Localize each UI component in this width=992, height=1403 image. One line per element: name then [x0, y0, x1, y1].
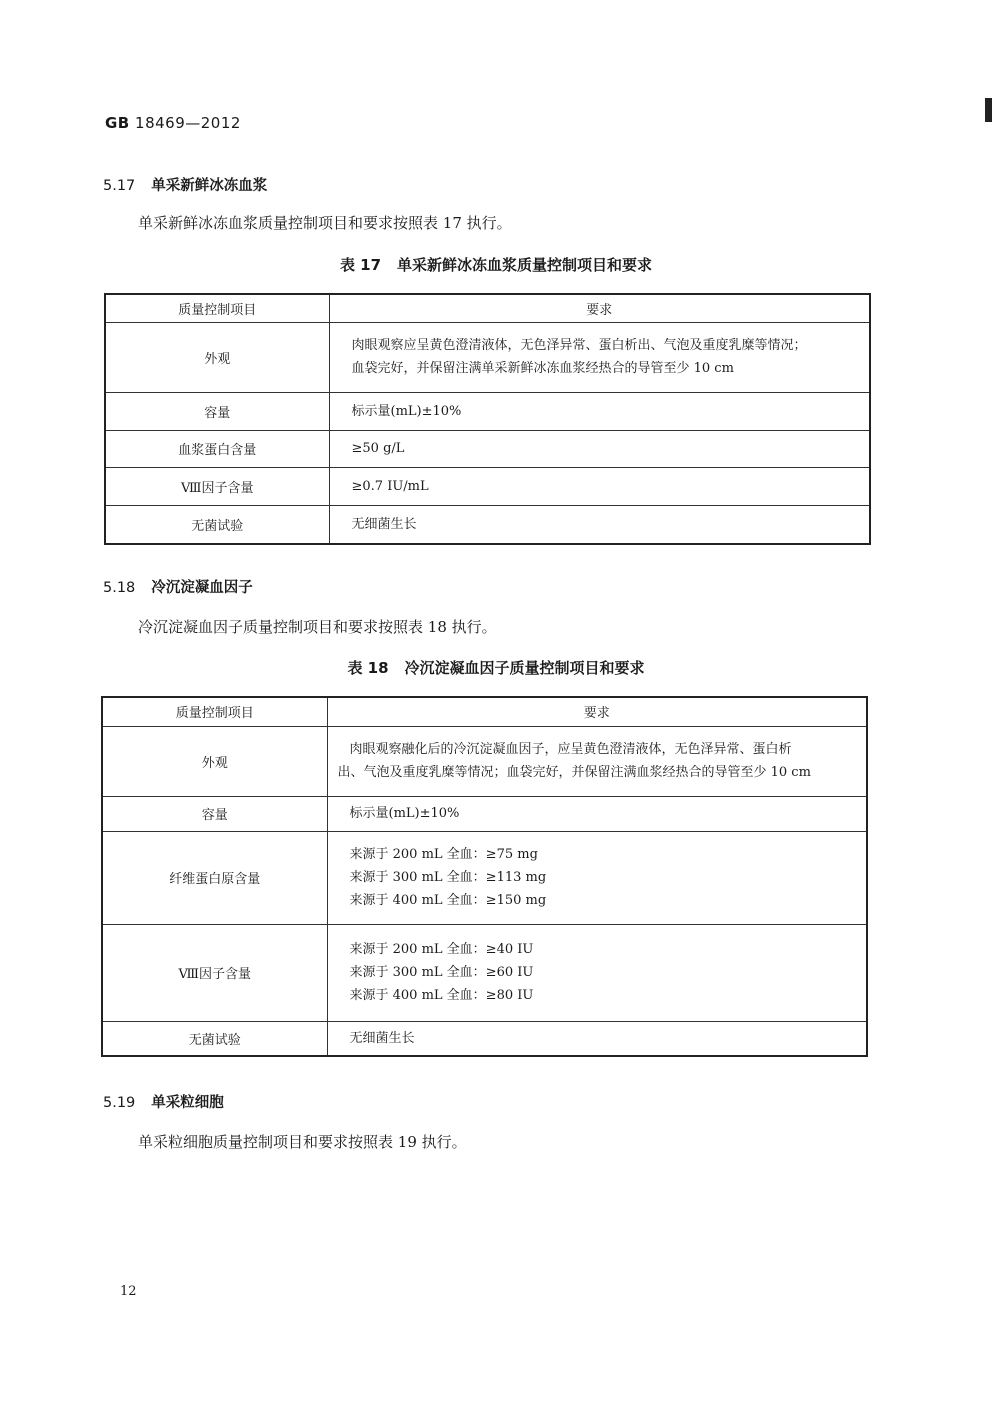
req-line: 出、气泡及重度乳糜等情况；血袋完好，并保留注满血浆经热合的导管至少 10 cm — [337, 765, 811, 780]
table-row — [102, 796, 867, 831]
table-number: 表 17 — [339, 256, 382, 274]
section-intro-5-17: 单采新鲜冰冻血浆质量控制项目和要求按照表 17 执行。 — [138, 214, 512, 232]
req-line: 来源于 300 mL 全血：≥113 mg — [349, 870, 547, 885]
row-item: 容量 — [102, 796, 327, 831]
req-line: 来源于 400 mL 全血：≥80 IU — [349, 988, 534, 1003]
row-requirement — [329, 430, 870, 467]
table-row — [105, 392, 870, 430]
req-line: ≥0.7 IU/mL — [351, 478, 429, 494]
table-header-row — [102, 697, 867, 726]
req-line: 血袋完好，并保留注满单采新鲜冰冻血浆经热合的导管至少 10 cm — [351, 361, 734, 376]
table-17-caption — [0, 254, 992, 275]
table-row — [105, 322, 870, 392]
row-requirement — [329, 467, 870, 505]
row-requirement — [329, 322, 870, 392]
row-requirement — [329, 505, 870, 544]
row-item: 容量 — [105, 392, 329, 430]
standard-identifier — [105, 114, 241, 132]
row-requirement — [327, 796, 867, 831]
req-line: 来源于 400 mL 全血：≥150 mg — [349, 893, 547, 908]
row-requirement — [327, 924, 867, 1021]
req-line: ≥50 g/L — [351, 441, 405, 456]
req-line: 无细菌生长 — [349, 1030, 415, 1046]
row-item: Ⅷ因子含量 — [102, 924, 327, 1021]
row-requirement — [327, 831, 867, 924]
row-item: 无菌试验 — [105, 505, 329, 544]
section-number: 5.19 — [103, 1095, 136, 1111]
row-item: 外观 — [105, 322, 329, 392]
section-heading-5-19 — [103, 1091, 224, 1112]
standard-code: GB — [105, 114, 130, 132]
header-requirement: 要求 — [327, 697, 867, 726]
table-number: 表 18 — [347, 659, 389, 677]
table-17 — [104, 293, 871, 545]
section-title: 冷沉淀凝血因子 — [151, 580, 253, 596]
req-line: 标示量(mL)±10% — [349, 806, 460, 821]
row-item: 血浆蛋白含量 — [105, 430, 329, 467]
req-line: 无细菌生长 — [351, 516, 417, 532]
req-line: 来源于 200 mL 全血：≥40 IU — [349, 942, 534, 957]
table-18 — [101, 696, 868, 1057]
row-item: Ⅷ因子含量 — [105, 467, 329, 505]
table-row — [105, 467, 870, 505]
row-item: 纤维蛋白原含量 — [102, 831, 327, 924]
table-title: 单采新鲜冰冻血浆质量控制项目和要求 — [397, 256, 653, 274]
row-requirement — [329, 392, 870, 430]
table-row — [102, 726, 867, 796]
table-row — [105, 430, 870, 467]
table-header-row — [105, 294, 870, 322]
table-row — [102, 924, 867, 1021]
row-requirement — [327, 1021, 867, 1056]
row-requirement — [327, 726, 867, 796]
standard-number: 18469—2012 — [135, 114, 241, 132]
req-line: 肉眼观察应呈黄色澄清液体，无色泽异常、蛋白析出、气泡及重度乳糜等情况； — [351, 338, 807, 353]
req-line: 标示量(mL)±10% — [351, 403, 462, 419]
scan-margin-mark — [985, 98, 992, 122]
page-number: 12 — [120, 1284, 137, 1299]
header-item: 质量控制项目 — [102, 697, 327, 726]
section-number: 5.18 — [103, 580, 136, 596]
table-row — [102, 1021, 867, 1056]
table-row — [105, 505, 870, 544]
row-item: 外观 — [102, 726, 327, 796]
req-line: 来源于 200 mL 全血：≥75 mg — [349, 847, 538, 862]
header-item: 质量控制项目 — [105, 294, 329, 322]
table-18-caption — [0, 657, 992, 678]
section-heading-5-18 — [103, 576, 253, 597]
section-heading-5-17 — [103, 174, 267, 195]
section-intro-5-19: 单采粒细胞质量控制项目和要求按照表 19 执行。 — [138, 1133, 467, 1151]
section-number: 5.17 — [103, 178, 136, 194]
table-row — [102, 831, 867, 924]
req-line: 肉眼观察融化后的冷沉淀凝血因子，应呈黄色澄清液体，无色泽异常、蛋白析 — [349, 742, 792, 757]
section-intro-5-18: 冷沉淀凝血因子质量控制项目和要求按照表 18 执行。 — [138, 618, 497, 636]
section-title: 单采新鲜冰冻血浆 — [151, 178, 268, 194]
req-line: 来源于 300 mL 全血：≥60 IU — [349, 965, 534, 980]
section-title: 单采粒细胞 — [151, 1095, 224, 1111]
table-title: 冷沉淀凝血因子质量控制项目和要求 — [404, 659, 645, 677]
row-item: 无菌试验 — [102, 1021, 327, 1056]
header-requirement: 要求 — [329, 294, 870, 322]
